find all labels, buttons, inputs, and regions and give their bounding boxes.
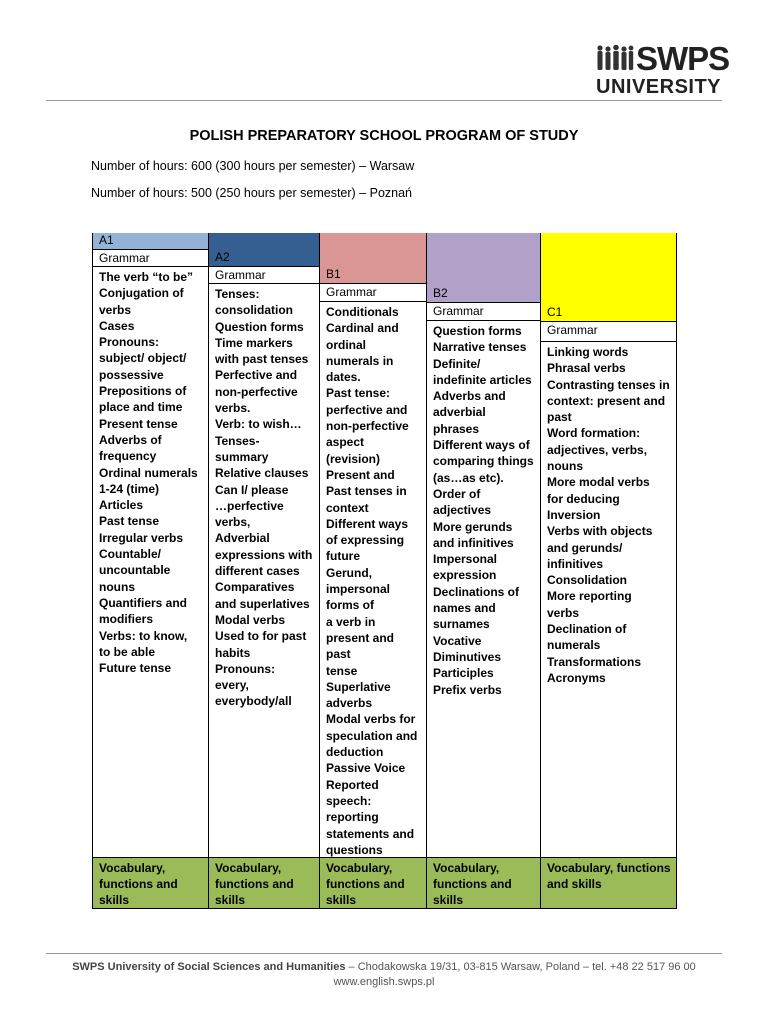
vocab-cell-a1: Vocabulary, functions and skills	[93, 857, 208, 909]
list-item: with past tenses	[215, 352, 309, 367]
list-item: possessive	[99, 367, 164, 382]
list-item: verbs,	[215, 515, 251, 530]
list-item: subject/ object/	[99, 351, 187, 366]
hours-warsaw: Number of hours: 600 (300 hours per semester) – Warsaw	[91, 159, 415, 173]
list-item: Verbs with objects	[547, 524, 653, 539]
logo-subtitle: UNIVERSITY	[596, 76, 722, 98]
list-item: Order of	[433, 486, 481, 501]
list-item: and infinitives	[433, 535, 514, 550]
list-item: Irregular verbs	[99, 530, 184, 545]
list-item: names and	[433, 601, 496, 616]
list-item: Superlative	[326, 679, 391, 694]
list-item: adverbial	[433, 405, 486, 420]
level-label: A1	[99, 233, 114, 247]
list-item: modifiers	[99, 612, 154, 627]
list-item: Verb: to wish…	[215, 417, 302, 432]
footer-address: – Chodakowska 19/31, 03-815 Warsaw, Poland – tel. +48 22 517 96 00	[345, 961, 696, 973]
list-item: Narrative tenses	[433, 340, 527, 355]
list-item: Can I/ please	[215, 482, 289, 497]
list-item: Adverbs and	[433, 389, 506, 404]
header-divider	[46, 100, 722, 101]
list-item: The verb “to be”	[99, 270, 194, 284]
list-item: uncountable	[99, 563, 171, 578]
list-item: More modal verbs	[547, 475, 650, 490]
list-item: verbs	[99, 302, 132, 317]
list-item: Cardinal and	[326, 321, 399, 336]
list-item: Reported	[326, 777, 379, 792]
list-item: Declinations of	[433, 584, 520, 599]
vocab-cell-b2: Vocabulary, functions and skills	[427, 857, 540, 909]
list-item: Pronouns:	[99, 335, 159, 350]
list-item: Phrasal verbs	[547, 361, 626, 376]
page-footer	[0, 960, 768, 990]
list-item: 1-24 (time)	[99, 481, 160, 496]
list-item: numerals	[547, 638, 601, 653]
list-item: …perfective	[215, 498, 284, 513]
list-item: Consolidation	[547, 573, 627, 588]
list-item: Different ways of	[433, 438, 530, 453]
page-title: POLISH PREPARATORY SCHOOL PROGRAM OF STUDY	[189, 128, 579, 144]
list-item: Time markers	[215, 335, 293, 350]
grammar-label: Grammar	[320, 283, 426, 300]
list-item: comparing things	[433, 454, 534, 469]
vocab-cell-c1: Vocabulary, functions and skills	[541, 857, 676, 909]
list-item: and gerunds/	[547, 540, 623, 555]
list-item: speculation and	[326, 728, 418, 743]
list-item: Verbs: to know,	[99, 628, 188, 643]
list-item: Relative clauses	[215, 466, 309, 481]
list-item: every,	[215, 678, 249, 693]
list-item: past	[547, 410, 572, 425]
level-header-b1	[320, 233, 426, 283]
list-item: Countable/	[99, 547, 161, 562]
list-item: Vocative	[433, 633, 482, 648]
list-item: Transformations	[547, 654, 642, 669]
list-item: Modal verbs	[215, 612, 286, 627]
column-b2	[426, 233, 540, 909]
list-item: and superlatives	[215, 596, 310, 611]
list-item: Future tense	[99, 661, 172, 676]
list-item: frequency	[99, 449, 157, 464]
list-item: expression	[433, 568, 497, 583]
list-item: statements and	[326, 826, 415, 841]
column-b1	[319, 233, 426, 909]
column-c1	[540, 233, 677, 909]
list-item: Passive Voice	[326, 761, 406, 776]
grammar-list	[541, 341, 676, 686]
list-item: Diminutives	[433, 649, 502, 664]
list-item: dates.	[326, 370, 361, 385]
list-item: expressions with	[215, 547, 313, 562]
list-item: forms of	[326, 598, 374, 613]
list-item: Contrasting tenses in	[547, 377, 670, 392]
list-item: future	[326, 549, 360, 564]
list-item: place and time	[99, 400, 183, 415]
list-item: More reporting	[547, 589, 632, 604]
list-item: non-perfective	[326, 419, 409, 434]
list-item: Question forms	[215, 319, 304, 334]
list-item: to be able	[99, 644, 156, 659]
list-item: Tenses-	[215, 433, 260, 448]
list-item: Present and	[326, 467, 395, 482]
list-item: (as…as etc).	[433, 470, 504, 485]
list-item: consolidation	[215, 303, 293, 318]
grammar-label: Grammar	[209, 266, 319, 283]
list-item: Conjugation of	[99, 286, 184, 301]
list-item: nouns	[547, 459, 583, 474]
list-item: Modal verbs for	[326, 712, 416, 727]
list-item: Comparatives	[215, 580, 295, 595]
list-item: adverbs	[326, 696, 373, 711]
list-item: Word formation:	[547, 426, 641, 441]
list-item: adjectives, verbs,	[547, 442, 648, 457]
list-item: ordinal	[326, 337, 367, 352]
footer-org: SWPS University of Social Sciences and Humanities	[72, 961, 346, 973]
list-item: speech:	[326, 793, 372, 808]
list-item: different cases	[215, 564, 300, 579]
level-label: C1	[547, 305, 563, 319]
level-label: A2	[215, 250, 230, 264]
grammar-list	[93, 266, 208, 676]
level-header-a1	[93, 233, 208, 249]
list-item: deduction	[326, 745, 384, 760]
grammar-list	[209, 283, 319, 710]
list-item: Gerund,	[326, 565, 373, 580]
swps-logo	[596, 40, 730, 98]
logo-brand: SWPS	[636, 40, 730, 77]
column-a1	[92, 233, 208, 909]
list-item: tense	[326, 663, 358, 678]
list-item: Quantifiers and	[99, 595, 188, 610]
list-item: infinitives	[547, 556, 604, 571]
grammar-list	[320, 301, 426, 858]
list-item: Participles	[433, 666, 494, 681]
grammar-label: Grammar	[427, 302, 540, 319]
list-item: Prefix verbs	[433, 682, 502, 697]
list-item: Past tense:	[326, 386, 391, 401]
list-item: surnames	[433, 617, 490, 632]
grammar-label: Grammar	[541, 321, 676, 338]
list-item: past	[326, 647, 351, 662]
level-header-a2	[209, 233, 319, 266]
list-item: verbs	[547, 605, 580, 620]
list-item: Prepositions of	[99, 384, 187, 399]
list-item: verbs.	[215, 401, 251, 416]
grammar-label: Grammar	[93, 249, 208, 266]
list-item: numerals in	[326, 353, 394, 368]
list-item: reporting	[326, 810, 379, 825]
list-item: adjectives	[433, 503, 492, 518]
list-item: Adverbs of	[99, 432, 162, 447]
list-item: indefinite articles	[433, 372, 532, 387]
list-item: summary	[215, 449, 269, 464]
footer-website[interactable]: www.english.swps.pl	[333, 976, 435, 988]
list-item: questions	[326, 842, 383, 857]
people-figures-icon	[596, 44, 634, 72]
list-item: phrases	[433, 421, 480, 436]
level-label: B2	[433, 286, 448, 300]
list-item: Past tense	[99, 514, 160, 529]
list-item: everybody/all	[215, 694, 292, 709]
list-item: (revision)	[326, 451, 381, 466]
list-item: present and	[326, 630, 395, 645]
list-item: habits	[215, 645, 251, 660]
vocab-cell-b1: Vocabulary, functions and skills	[320, 857, 426, 909]
footer-divider	[46, 953, 722, 954]
list-item: Pronouns:	[215, 661, 275, 676]
list-item: Impersonal	[433, 552, 498, 567]
list-item: context	[326, 500, 369, 515]
vocab-cell-a2: Vocabulary, functions and skills	[209, 857, 319, 909]
list-item: of expressing	[326, 533, 405, 548]
list-item: impersonal	[326, 582, 391, 597]
grammar-list	[427, 320, 540, 698]
list-item: non-perfective	[215, 384, 298, 399]
list-item: Cases	[99, 318, 135, 333]
list-item: Linking words	[547, 345, 629, 359]
list-item: Tenses:	[215, 287, 260, 301]
list-item: Ordinal numerals	[99, 465, 198, 480]
list-item: a verb in	[326, 614, 376, 629]
list-item: context: present and	[547, 393, 666, 408]
list-item: More gerunds	[433, 519, 513, 534]
level-header-b2	[427, 233, 540, 302]
hours-poznan: Number of hours: 500 (250 hours per semester) – Poznań	[91, 186, 413, 200]
list-item: Used to for past	[215, 629, 307, 644]
list-item: nouns	[99, 579, 135, 594]
list-item: perfective and	[326, 402, 408, 417]
level-header-c1	[541, 233, 676, 321]
list-item: for deducing	[547, 491, 620, 506]
list-item: Past tenses in	[326, 484, 407, 499]
list-item: Definite/	[433, 356, 481, 371]
list-item: Conditionals	[326, 305, 399, 319]
list-item: Present tense	[99, 416, 178, 431]
list-item: Declination of	[547, 622, 627, 637]
list-item: aspect	[326, 435, 365, 450]
list-item: Question forms	[433, 324, 522, 338]
column-a2	[208, 233, 319, 909]
list-item: Articles	[99, 498, 144, 513]
list-item: Different ways	[326, 516, 409, 531]
list-item: Adverbial	[215, 531, 270, 546]
list-item: Inversion	[547, 507, 601, 522]
list-item: Perfective and	[215, 368, 298, 383]
level-label: B1	[326, 267, 341, 281]
list-item: Acronyms	[547, 670, 606, 685]
